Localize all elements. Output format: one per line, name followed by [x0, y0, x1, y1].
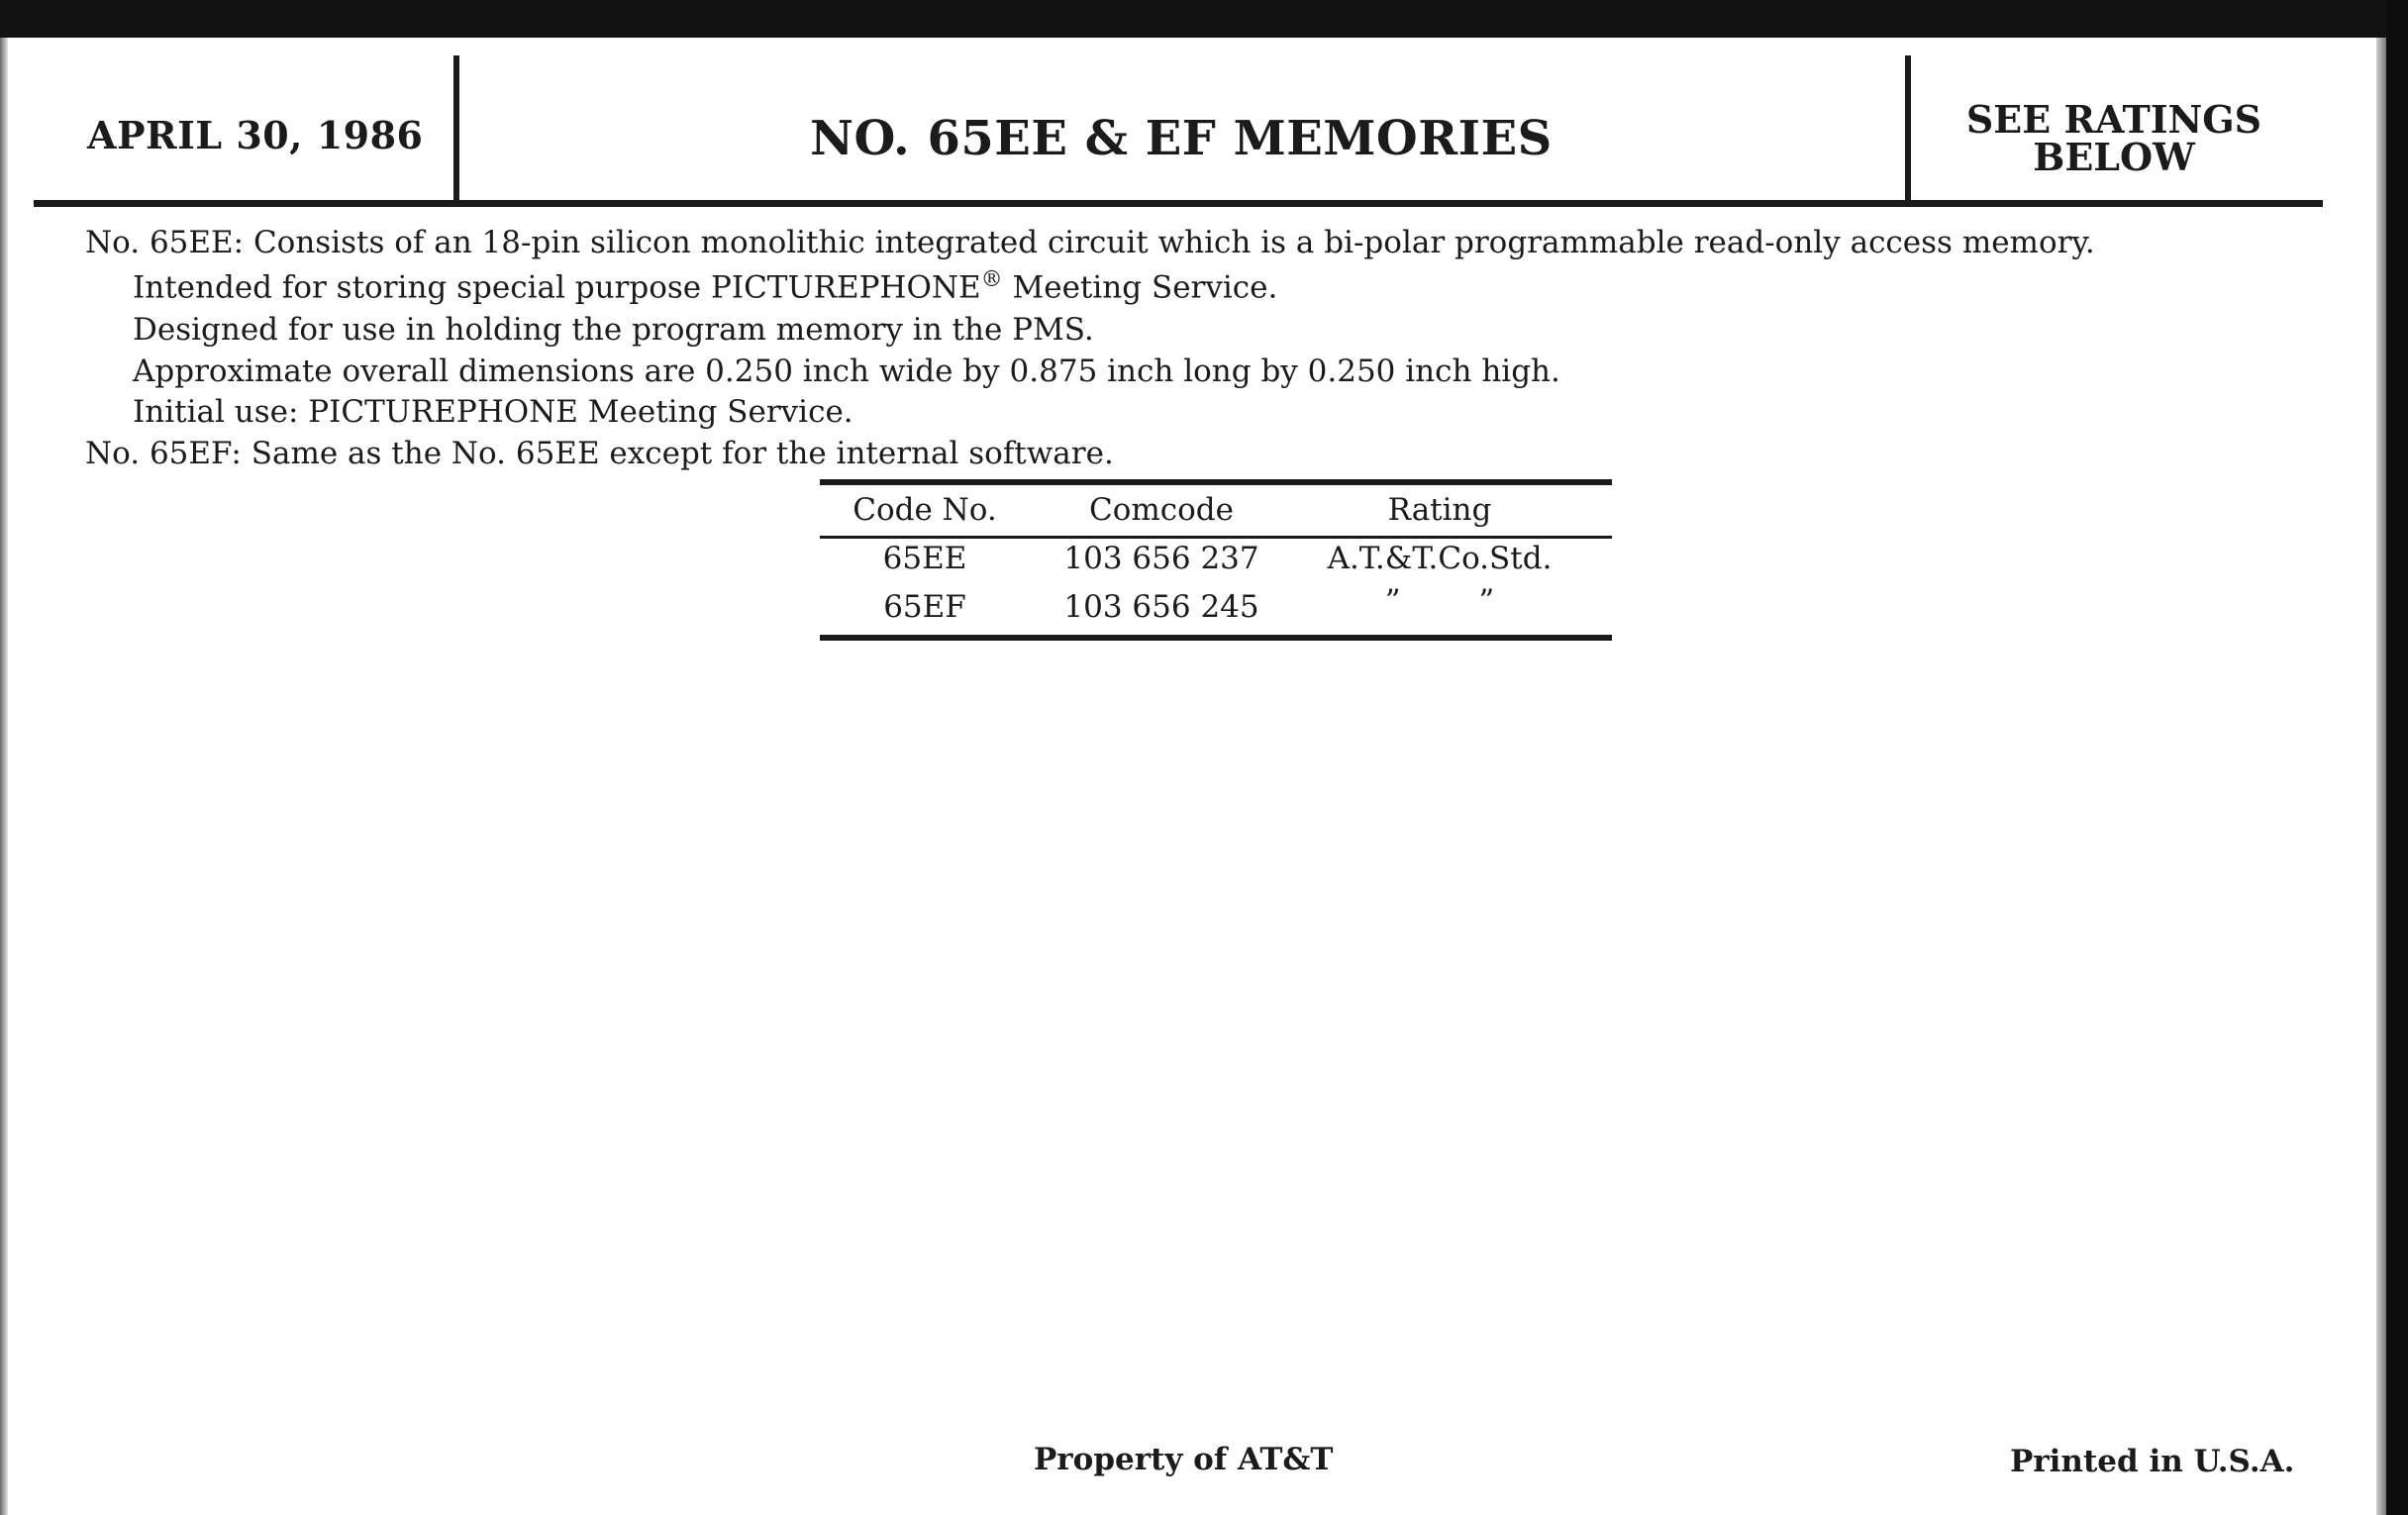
- footer-property: Property of AT&T: [1034, 1442, 1334, 1477]
- table-row-1-comcode: 103 656 237: [1063, 541, 1259, 576]
- description-line-2-tail: Meeting Service.: [1002, 269, 1278, 306]
- description-line-4: Approximate overall dimensions are 0.250 inch wide by 0.875 inch long by 0.250 inch high.: [133, 354, 1560, 389]
- registered-mark: ®: [980, 267, 1003, 292]
- scan-border-top: [0, 0, 2408, 38]
- table-top-rule: [820, 479, 1612, 485]
- table-row-2-comcode: 103 656 245: [1063, 589, 1259, 625]
- description-line-5: Initial use: PICTUREPHONE Meeting Service.: [133, 394, 853, 430]
- scan-border-left: [0, 38, 8, 1515]
- scan-edge-shadow: [2376, 38, 2386, 1515]
- header-rule: [34, 200, 2323, 207]
- table-header-rule: [820, 536, 1612, 539]
- table-bottom-rule: [820, 635, 1612, 641]
- header-rating-line1: SEE RATINGS: [1965, 97, 2262, 142]
- description-line-2-text: Intended for storing special purpose PICTUREPHONE: [133, 269, 981, 306]
- table-header-code: Code No.: [853, 492, 997, 528]
- table-header-comcode: Comcode: [1089, 492, 1234, 528]
- table-row-2-code: 65EF: [883, 589, 966, 625]
- header-date: APRIL 30, 1986: [87, 113, 424, 157]
- table-row-2-rating: ” ”: [1384, 583, 1495, 619]
- description-line-2: [133, 267, 1277, 305]
- table-header-rating: Rating: [1387, 492, 1492, 528]
- header-rating-line2: BELOW: [2033, 135, 2195, 179]
- description-line-3: Designed for use in holding the program memory in the PMS.: [133, 312, 1094, 348]
- table-row-1-code: 65EE: [882, 541, 967, 576]
- footer-printed: Printed in U.S.A.: [2010, 1444, 2295, 1479]
- page-title: NO. 65EE & EF MEMORIES: [810, 111, 1553, 166]
- description-line-1: No. 65EE: Consists of an 18-pin silicon monolithic integrated circuit which is a bi-polar programmable read-only access memory.: [85, 225, 2095, 260]
- scan-border-right: [2386, 0, 2408, 1515]
- header-rating-note: [1909, 97, 2319, 179]
- description-line-6: No. 65EF: Same as the No. 65EE except for the internal software.: [85, 436, 1114, 471]
- table-row-1-rating: A.T.&T.Co.Std.: [1327, 541, 1553, 576]
